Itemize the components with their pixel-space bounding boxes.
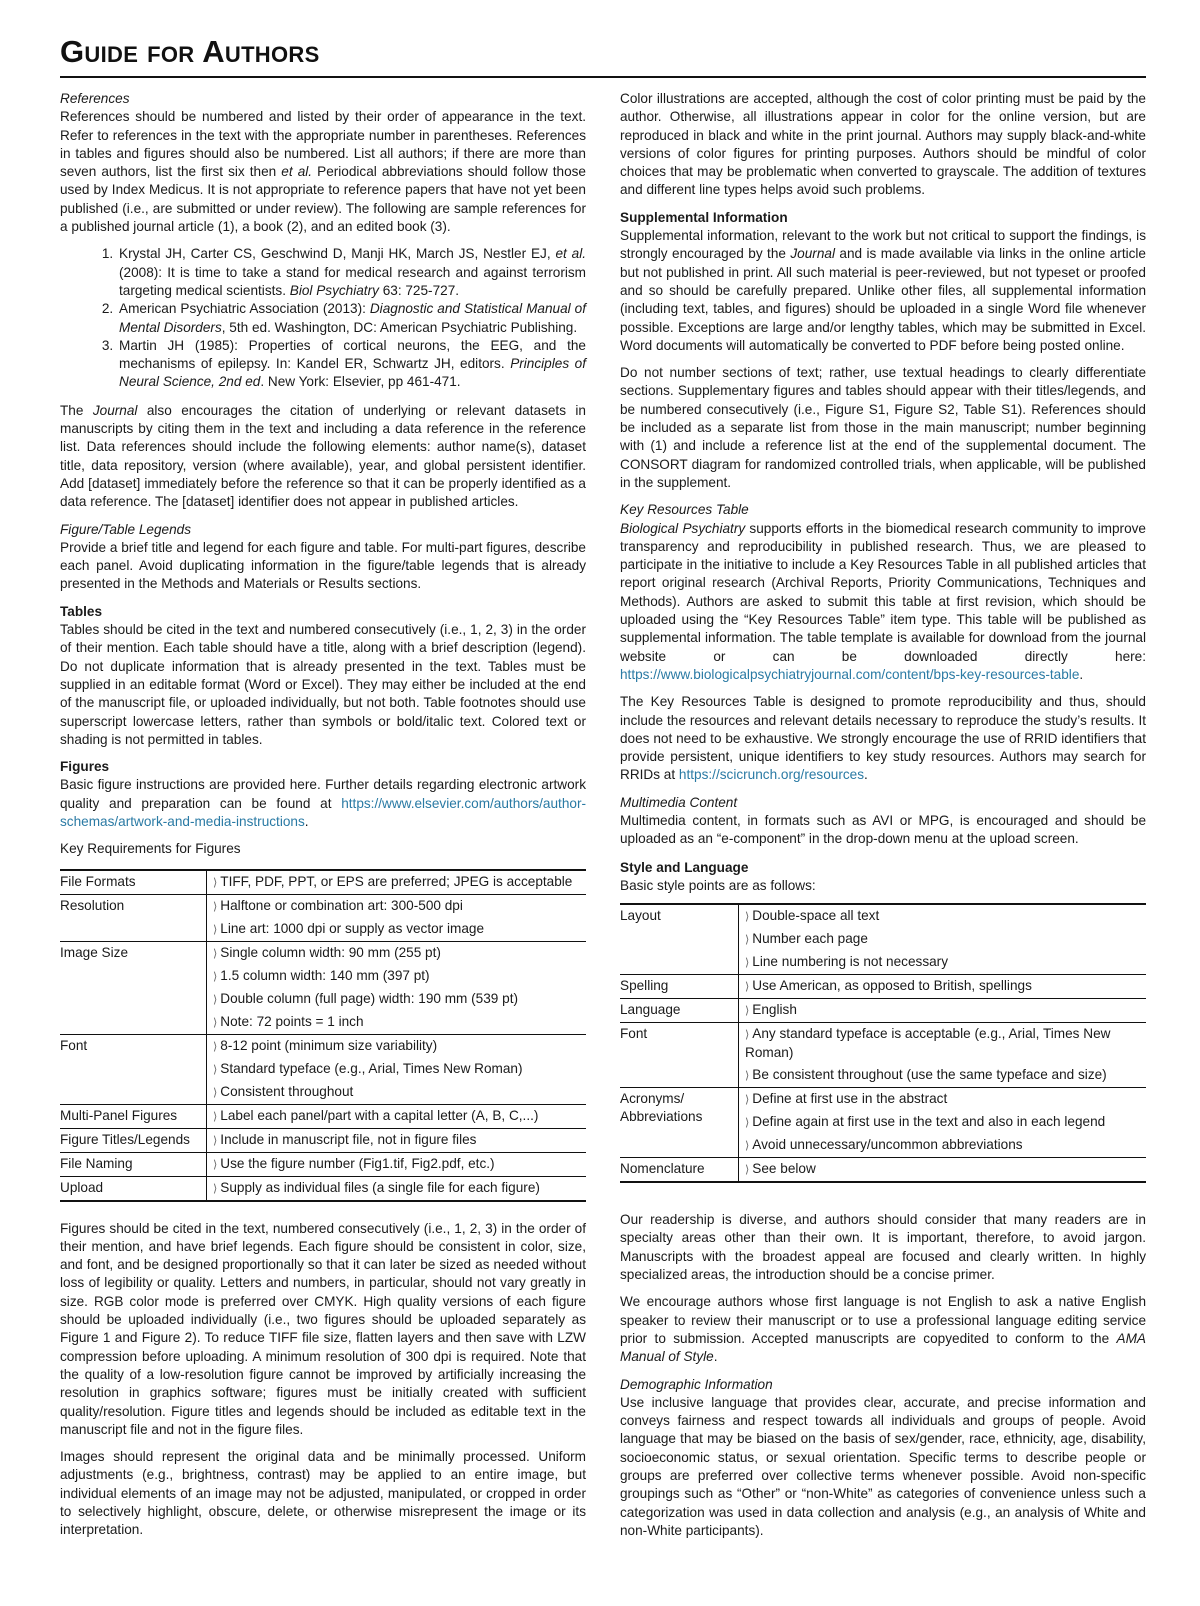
figure-table-caption: Key Requirements for Figures	[60, 841, 241, 857]
table-value: ⟩ 8-12 point (minimum size variability)	[207, 1034, 587, 1058]
readership-paragraph: Our readership is diverse, and authors should consider that many readers are in specialty areas other than their own. It is important, therefore, to avoid jargon. Manuscripts with the broadest appeal are focused and clearly written. In highly specialized areas, the introduction should be a concise primer.	[620, 1212, 1146, 1283]
supplemental-sections-paragraph: Do not number sections of text; rather, use textual headings to clearly differentiate sections. Supplementary figures and tables should appear with their titles/legends, and be numbered consecutively (i.e., Figure S1, Figure S2, Table S1). References should be included as a separate list from those in the main manuscript; number beginning with (1) and include a reference list at the end of the supplemental document. The CONSORT diagram for randomized controlled trials, when applicable, will be published in the supplement.	[620, 365, 1146, 490]
artwork-instructions-link[interactable]: https://www.elsevier.com/authors/author-schemas/artwork-and-media-instructions	[60, 795, 586, 829]
title-rule	[60, 76, 1146, 78]
krt-heading: Key Resources Table	[620, 502, 749, 518]
table-value: ⟩ Use American, as opposed to British, spellings	[739, 975, 1147, 999]
table-row	[620, 1158, 1146, 1183]
table-value: ⟩ Line numbering is not necessary	[745, 954, 949, 970]
table-value: ⟩ Use the figure number (Fig1.tif, Fig2.pdf, etc.)	[207, 1152, 587, 1176]
table-category: Upload	[60, 1176, 207, 1201]
table-value: ⟩ Be consistent throughout (use the same typeface and size)	[745, 1067, 1107, 1083]
legends-paragraph: Provide a brief title and legend for each figure and table. For multi-part figures, describe each panel. Avoid duplicating information in the figure/table legends that is already presented in the Methods and Materials or Results sections.	[60, 539, 586, 592]
table-value: ⟩ Label each panel/part with a capital letter (A, B, C,...)	[207, 1104, 587, 1128]
table-row	[60, 894, 586, 918]
table-row	[60, 1104, 586, 1128]
table-category: Spelling	[620, 975, 739, 999]
table-value: ⟩ Line art: 1000 dpi or supply as vector image	[213, 920, 485, 936]
bullet-bracket-icon: ⟩	[745, 934, 750, 947]
bullet-bracket-icon: ⟩	[213, 923, 218, 936]
tables-heading: Tables	[60, 603, 103, 619]
bullet-bracket-icon: ⟩	[213, 1110, 218, 1123]
reference-item: 3. Martin JH (1985): Properties of cortical neurons, the EEG, and the mechanisms of epilepsy. In: Kandel ER, Schwartz JH, editors. Principles of Neural Science, 2nd ed. New York: Elsevier, pp 461-471.	[117, 337, 586, 392]
scicrunch-link[interactable]: https://scicrunch.org/resources	[678, 767, 865, 783]
figures-heading: Figures	[60, 759, 110, 775]
table-category: Image Size	[60, 941, 207, 1034]
table-row	[60, 870, 586, 895]
table-value: ⟩ 1.5 column width: 140 mm (397 pt)	[213, 967, 430, 983]
bullet-bracket-icon: ⟩	[745, 1005, 750, 1018]
bullet-bracket-icon: ⟩	[745, 957, 750, 970]
table-row	[620, 999, 1146, 1023]
bullet-bracket-icon: ⟩	[213, 970, 218, 983]
dataset-paragraph: The Journal also encourages the citation of underlying or relevant datasets in manuscripts by citing them in the text and including a data reference in the reference list. Data references should include the following elements: author name(s), dataset title, data repository, version (where available), year, and global persistent identifier. Add [dataset] immediately before the reference so that it can be properly identified as a data reference. The [dataset] identifier does not appear in published articles.	[60, 402, 586, 510]
table-category: File Formats	[60, 870, 207, 895]
multimedia-paragraph: Multimedia content, in formats such as AVI or MPG, is encouraged and should be uploaded as an “e-component” in the drop-down menu at the upload screen.	[620, 812, 1146, 847]
page-title: Guide for Authors	[60, 34, 320, 69]
supplemental-heading: Supplemental Information	[620, 209, 788, 225]
supplemental-paragraph: Supplemental information, relevant to the work but not critical to support the findings, is strongly encouraged by the Journal and is made available via links in the online article but not published in print. All such material is peer-reviewed, but not typeset or proofed and so should be carefully prepared. Unlike other files, all supplemental information (including text, tables, and figures) should be uploaded in a single Word file whenever possible. Exceptions are large and/or lengthy tables, which may be submitted in Excel. Word documents will automatically be converted to PDF before being posted online.	[620, 228, 1146, 353]
table-category: Layout	[620, 904, 739, 975]
bullet-bracket-icon: ⟩	[213, 947, 218, 960]
references-heading: References	[60, 91, 130, 106]
bullet-bracket-icon: ⟩	[745, 1094, 750, 1107]
bullet-bracket-icon: ⟩	[745, 911, 750, 924]
krt-template-link[interactable]: https://www.biologicalpsychiatryjournal.com/content/bps-key-resources-table	[620, 666, 1080, 682]
bullet-bracket-icon: ⟩	[213, 1086, 218, 1099]
bullet-bracket-icon: ⟩	[745, 1070, 750, 1083]
table-value: ⟩ Single column width: 90 mm (255 pt)	[207, 941, 587, 965]
bullet-bracket-icon: ⟩	[745, 1029, 750, 1042]
language-paragraph: We encourage authors whose first language is not English to ask a native English speaker to review their manuscript or to use a professional language editing service prior to submission. Accepted manuscripts are copyedited to conform to the AMA Manual of Style.	[620, 1294, 1146, 1365]
table-row	[60, 941, 586, 965]
figures-paragraph: Basic figure instructions are provided here. Further details regarding electronic artwork quality and preparation can be found at https://www.elsevier.com/authors/author-schemas/artwork-and-media-instructions.	[60, 777, 586, 829]
table-category: Acronyms/ Abbreviations	[620, 1088, 739, 1158]
table-value: ⟩ See below	[739, 1158, 1147, 1183]
table-value: ⟩ Supply as individual files (a single file for each figure)	[207, 1176, 587, 1201]
bullet-bracket-icon: ⟩	[213, 876, 218, 889]
table-category: Figure Titles/Legends	[60, 1128, 207, 1152]
key-requirements-table	[60, 869, 586, 1202]
table-row	[60, 1128, 586, 1152]
bullet-bracket-icon: ⟩	[213, 1134, 218, 1147]
style-intro: Basic style points are as follows:	[620, 877, 816, 893]
bullet-bracket-icon: ⟩	[745, 1164, 750, 1177]
reference-list	[60, 245, 586, 391]
table-value: ⟩ Double-space all text	[745, 908, 880, 924]
reference-item: 2. American Psychiatric Association (2013): Diagnostic and Statistical Manual of Mental Disorders, 5th ed. Washington, DC: American Psychiatric Publishing.	[117, 300, 586, 337]
table-value: ⟩ Halftone or combination art: 300-500 dpi	[207, 894, 587, 918]
table-value: ⟩ Include in manuscript file, not in figure files	[207, 1128, 587, 1152]
demographic-paragraph: Use inclusive language that provides clear, accurate, and precise information and conveys fairness and respect towards all individuals and groups of people. Avoid language that may be biased on the basis of sex/gender, race, ethnicity, age, disability, socioeconomic status, or sexual orientation. Specific terms to describe people or groups are preferred over collective terms whenever possible. Avoid non-specific groupings such as “Other” or “non-White” as categories of convenience unless such a categorization was used in data collection and analysis (e.g., an analysis of White and non-White participants).	[620, 1394, 1146, 1538]
krt-rrid-paragraph: The Key Resources Table is designed to promote reproducibility and thus, should include the resources and relevant details necessary to reproduce the study’s results. It does not need to be exhaustive. We strongly encourage the use of RRID identifiers that provide persistent, unique identifiers to key study resources. Authors may search for RRIDs at https://scicrunch.org/resources.	[620, 694, 1146, 783]
table-value: ⟩ Standard typeface (e.g., Arial, Times New Roman)	[213, 1060, 523, 1076]
table-category: Resolution	[60, 894, 207, 941]
table-row	[620, 1023, 1146, 1065]
tables-paragraph: Tables should be cited in the text and numbered consecutively (i.e., 1, 2, 3) in the order of their mention. Each table should have a title, along with a brief description (legend). Do not duplicate information that is already presented in the text. Tables must be supplied in an editable format (Word or Excel). They may either be included at the end of the manuscript file, or uploaded individually, but not both. Table footnotes should use superscript lowercase letters, rather than symbols or bold/italic text. Colored text or shading is not permitted in tables.	[60, 622, 586, 747]
demographic-heading: Demographic Information	[620, 1376, 773, 1392]
table-category: Multi-Panel Figures	[60, 1104, 207, 1128]
table-row	[620, 975, 1146, 999]
table-value: ⟩ Define at first use in the abstract	[739, 1088, 1147, 1112]
bullet-bracket-icon: ⟩	[213, 1016, 218, 1029]
table-value: ⟩ Any standard typeface is acceptable (e.g., Arial, Times New Roman)	[739, 1023, 1147, 1065]
bullet-bracket-icon: ⟩	[213, 1182, 218, 1195]
bullet-bracket-icon: ⟩	[213, 1063, 218, 1076]
table-category: Font	[620, 1023, 739, 1088]
table-row	[60, 1176, 586, 1201]
table-row	[620, 1088, 1146, 1112]
table-value: ⟩ Double column (full page) width: 190 mm (539 pt)	[213, 990, 518, 1006]
table-value: ⟩ Note: 72 points = 1 inch	[213, 1013, 364, 1029]
bullet-bracket-icon: ⟩	[745, 1140, 750, 1153]
style-heading: Style and Language	[620, 859, 749, 875]
table-row	[60, 1152, 586, 1176]
color-paragraph: Color illustrations are accepted, although the cost of color printing must be paid by the author. Otherwise, all illustrations appear in color for the online version, but are reproduced in black and white in the print journal. Authors may supply black-and-white versions of color figures for printing purposes. Authors should be mindful of color choices that may be problematic when converted to grayscale. The addition of textures and different line types helps avoid such problems.	[620, 91, 1146, 198]
table-category: Language	[620, 999, 739, 1023]
style-table	[620, 903, 1146, 1183]
table-value: ⟩ Define again at first use in the text and also in each legend	[745, 1114, 1106, 1130]
table-value: ⟩ Number each page	[745, 931, 868, 947]
table-row	[60, 1034, 586, 1058]
table-value: ⟩ TIFF, PDF, PPT, or EPS are preferred; JPEG is acceptable	[213, 873, 573, 889]
table-category: Font	[60, 1034, 207, 1104]
bullet-bracket-icon: ⟩	[745, 981, 750, 994]
table-value: ⟩ Consistent throughout	[213, 1083, 354, 1099]
references-paragraph: References should be numbered and listed by their order of appearance in the text. Refer to references in the text with the appropriate number in parentheses. References in tables and figures should also be numbered. List all authors; if there are more than seven authors, list the first six then et al. Periodical abbreviations should follow those used by Index Medicus. It is not appropriate to reference papers that have not yet been published (i.e., are submitted or under review). The following are sample references for a published journal article (1), a book (2), and an edited book (3).	[60, 109, 586, 235]
krt-paragraph: Biological Psychiatry supports efforts in the biomedical research community to improve transparency and reproducibility in published research. Thus, we are pleased to participate in the initiative to include a Key Resources Table in all published articles that report original research (Archival Reports, Priority Communications, Techniques and Methods). Authors are asked to submit this table at first revision, which should be uploaded using the “Key Resources Table” item type. This table will be published as supplemental information. The table template is available for download from the journal website or can be downloaded directly here: https://www.biologicalpsychiatryjournal.com/content/bps-key-resources-table.	[620, 520, 1146, 682]
bullet-bracket-icon: ⟩	[213, 1040, 218, 1053]
table-category: Nomenclature	[620, 1158, 739, 1183]
bullet-bracket-icon: ⟩	[213, 993, 218, 1006]
reference-item: 1. Krystal JH, Carter CS, Geschwind D, Manji HK, March JS, Nestler EJ, et al. (2008): It is time to take a stand for medical research and against terrorism targeting medical scientists. Biol Psychiatry 63: 725-727.	[117, 245, 586, 300]
figures-citation-paragraph: Figures should be cited in the text, numbered consecutively (i.e., 1, 2, 3) in the order of their mention, and have brief legends. Each figure should be consistent in color, size, and font, and be designed proportionally so that it can later be sized as needed without loss of legibility or quality. Letters and numbers, in particular, should not vary greatly in size. RGB color mode is preferred over CMYK. High quality versions of each figure should be uploaded individually (i.e., two figures should be uploaded separately as Figure 1 and Figure 2). To reduce TIFF file size, flatten layers and then save with LZW compression before uploading. A minimum resolution of 300 dpi is required. Note that the quality of a low-resolution figure cannot be improved by artificially increasing the resolution in graphics software; figures must be initially created with sufficient quality/resolution. Figure titles and legends should be included as editable text in the manuscript file and not in the figure files.	[60, 1220, 586, 1437]
table-row	[620, 904, 1146, 928]
table-category: File Naming	[60, 1152, 207, 1176]
table-value: ⟩ Avoid unnecessary/uncommon abbreviations	[745, 1137, 1023, 1153]
bullet-bracket-icon: ⟩	[213, 1158, 218, 1171]
left-column	[60, 90, 586, 1549]
images-paragraph: Images should represent the original data and be minimally processed. Uniform adjustments (e.g., brightness, contrast) may be applied to an entire image, but individual elements of an image may not be adjusted, manipulated, or cropped in order to selectively highlight, obscure, delete, or otherwise misrepresent the image or its interpretation.	[60, 1449, 586, 1538]
legends-heading: Figure/Table Legends	[60, 521, 191, 537]
bullet-bracket-icon: ⟩	[213, 900, 218, 913]
right-column	[620, 90, 1146, 1549]
multimedia-heading: Multimedia Content	[620, 794, 738, 810]
table-value: ⟩ English	[739, 999, 1147, 1023]
bullet-bracket-icon: ⟩	[745, 1117, 750, 1130]
